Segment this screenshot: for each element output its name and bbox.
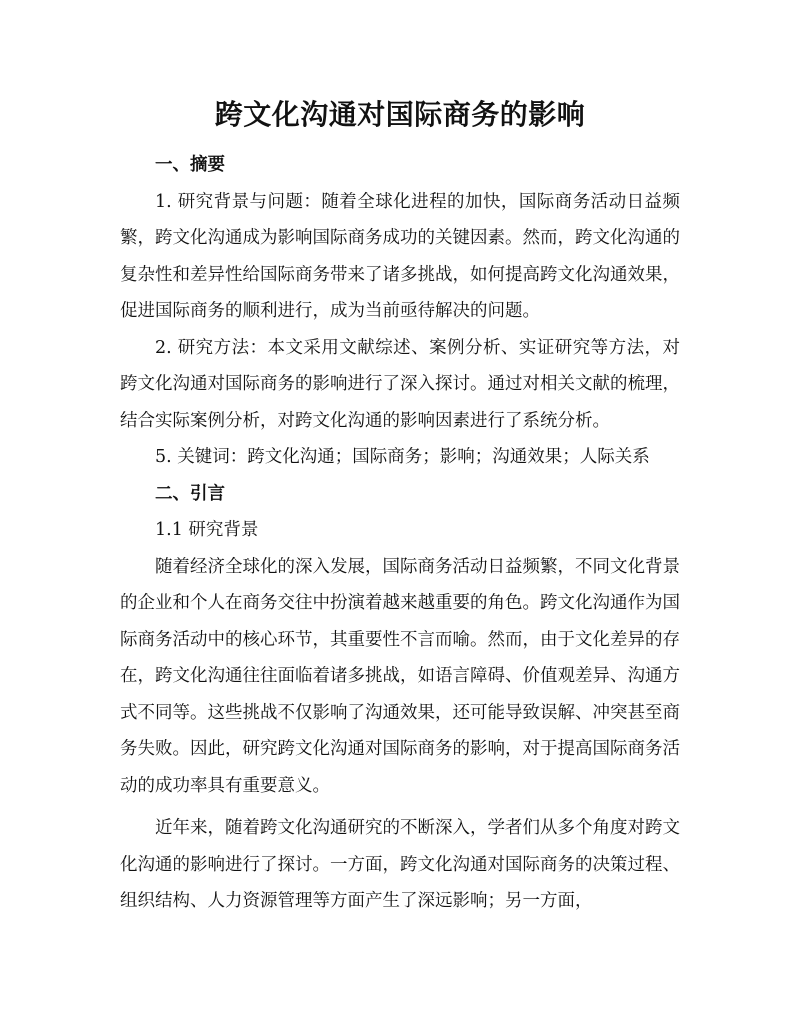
- document-body: [120, 147, 680, 920]
- abstract-item-5: 5. 关键词：跨文化沟通；国际商务；影响；沟通效果；人际关系: [155, 447, 650, 467]
- abstract-heading: 一、摘要: [155, 155, 225, 175]
- abstract-item-2: 2. 研究方法：本文采用文献综述、案例分析、实证研究等方法，对跨文化沟通对国际商务的影响进行了深入探讨。通过对相关文献的梳理，结合实际案例分析，对跨文化沟通的影响因素进行了系统分析。: [120, 337, 680, 431]
- abstract-item-1: 1. 研究背景与问题：随着全球化进程的加快，国际商务活动日益频繁，跨文化沟通成为影响国际商务成功的关键因素。然而，跨文化沟通的复杂性和差异性给国际商务带来了诸多挑战，如何提高跨文化沟通效果，促进国际商务的顺利进行，成为当前亟待解决的问题。: [120, 191, 680, 321]
- intro-paragraph-2: 近年来，随着跨文化沟通研究的不断深入，学者们从多个角度对跨文化沟通的影响进行了探讨。一方面，跨文化沟通对国际商务的决策过程、组织结构、人力资源管理等方面产生了深远影响；另一方面，: [120, 818, 680, 911]
- intro-heading: 二、引言: [155, 483, 225, 504]
- document-title: 跨文化沟通对国际商务的影响: [214, 98, 586, 131]
- intro-subheading: 1.1 研究背景: [155, 520, 259, 540]
- intro-paragraph-1: 随着经济全球化的深入发展，国际商务活动日益频繁，不同文化背景的企业和个人在商务交往中扮演着越来越重要的角色。跨文化沟通作为国际商务活动中的核心环节，其重要性不言而喻。然而，由于文化差异的存在，跨文化沟通往往面临着诸多挑战，如语言障碍、价值观差异、沟通方式不同等。这些挑战不仅影响了沟通效果，还可能导致误解、冲突甚至商务失败。因此，研究跨文化沟通对国际商务的影响，对于提高国际商务活动的成功率具有重要意义。: [120, 556, 680, 796]
